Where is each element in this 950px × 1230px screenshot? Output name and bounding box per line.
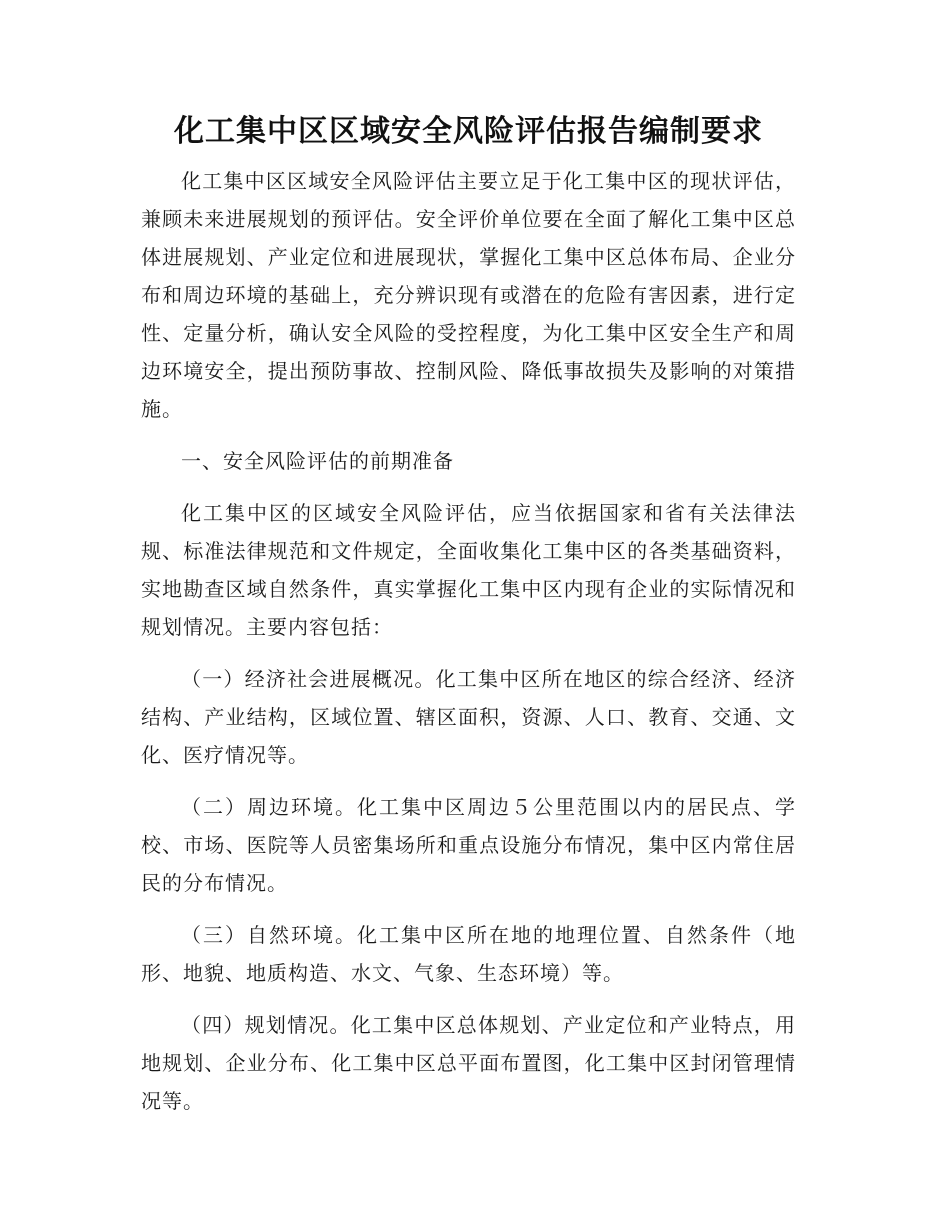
- list-item-surroundings: （二）周边环境。化工集中区周边５公里范围以内的居民点、学校、市场、医院等人员密集场所和重点设施分布情况，集中区内常住居民的分布情况。: [141, 795, 796, 895]
- list-item-economy: （一）经济社会进展概况。化工集中区所在地区的综合经济、经济结构、产业结构，区域位置、辖区面积，资源、人口、教育、交通、文化、医疗情况等。: [141, 667, 796, 767]
- section-paragraph: 化工集中区的区域安全风险评估，应当依据国家和省有关法律法规、标准法律规范和文件规定，全面收集化工集中区的各类基础资料，实地勘查区域自然条件，真实掌握化工集中区内现有企业的实际情况和规划情况。主要内容包括：: [141, 501, 796, 639]
- intro-paragraph: 化工集中区区域安全风险评估主要立足于化工集中区的现状评估，兼顾未来进展规划的预评估。安全评价单位要在全面了解化工集中区总体进展规划、产业定位和进展现状，掌握化工集中区总体布局、企业分布和周边环境的基础上，充分辨识现有或潜在的危险有害因素，进行定性、定量分析，确认安全风险的受控程度，为化工集中区安全生产和周边环境安全，提出预防事故、控制风险、降低事故损失及影响的对策措施。: [141, 169, 796, 421]
- section-heading: 一、安全风险评估的前期准备: [181, 449, 454, 473]
- document-page: [141, 108, 796, 1134]
- list-item-planning: （四）规划情况。化工集中区总体规划、产业定位和产业特点，用地规划、企业分布、化工集中区总平面布置图，化工集中区封闭管理情况等。: [141, 1013, 796, 1113]
- list-item-nature: （三）自然环境。化工集中区所在地的地理位置、自然条件（地形、地貌、地质构造、水文、气象、生态环境）等。: [141, 923, 796, 985]
- document-title: 化工集中区区域安全风险评估报告编制要求: [174, 114, 763, 149]
